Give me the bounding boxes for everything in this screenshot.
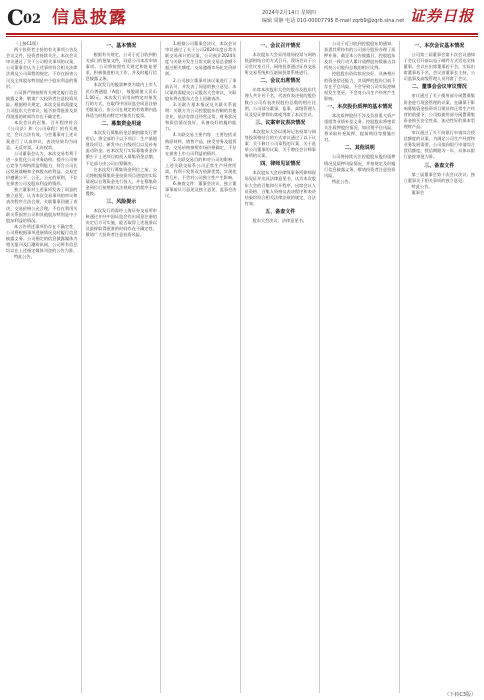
section-heading: 二、募集资金用途 [101,121,142,128]
paragraph: 公司董事会认为，本次交易有利于进一步优化公司业务结构，提升公司核心竞争力和持续盈利能力，符合公司长远发展战略和全体股东的利益。交易定价遵循公平、公正、公允的原则，不存在损害公司及股东利益的情形。 [6,150,78,187]
header-rule-thin [6,36,478,37]
column-5 [324,41,400,693]
paragraph: 本次发行的股票种类为境内上市人民币普通股（A股），每股面值人民币1.00元。本次发行采用向特定对象发行的方式，在取得中国证监会同意注册的批复后，由公司在规定的有效期内选择适当时机向特定对象发行股票。 [85,82,157,118]
paragraph: 独立董事对上述事项发表了同意的独立意见，认为本次交易事项的审议和表决程序合法合规，关联董事回避了表决，交易价格公允合理，不存在利用关联关系损害公司和其他股东特别是中小股东利益的情况。 [6,187,78,223]
paragraph: 特此公告。 [411,183,433,189]
paragraph: 1.根据公司董事会决议，本次会议审议通过了关于公司2024年度日常关联交易预计的议案。公司预计2024年度与关联方发生日常关联交易总金额不超过相关额度，交易遵循市场化定价原则。 [165,41,237,77]
article-columns [6,41,478,693]
header-rule [6,33,478,35]
section-title: 信息披露 [52,8,128,28]
issue-date: 2024年2月14日 星期四 [262,10,316,16]
masthead-logo: 证券日报 [409,7,474,25]
section-heading: 二、董事会会议审议情况 [411,84,467,91]
paragraph: 本次股东大会以现场记名投票与网络投票相结合的方式审议通过了以下议案：关于修订公司章程的议案、关于选举公司董事的议案、关于聘任会计师事务所的议案。 [244,128,316,159]
paragraph: 出席本次股东大会的股东及股东代理人共计若干名，代表有表决权的股份数占公司有表决权股份总数的相应比例。公司部分董事、监事、高级管理人员及见证律师出席或列席了本次会议。 [244,87,316,117]
paragraph: 第三届董事会第十次会议决议；独立董事关于相关事项的独立意见。 [403,171,475,183]
section-heading: 一、本次会议基本情况 [414,43,465,49]
section-heading: 一、基本情况 [106,43,137,49]
paragraph: 特此公告。 [14,254,35,260]
paragraph: 4.关联交易主要内容：主要包括采购原材料、销售产品、接受劳务及租赁等，交易价格参照市场价格确定，不存在损害上市公司利益的情形。 [165,132,237,156]
paragraph: 公司将严格按照有关规定履行信息披露义务，敬请广大投资者注意投资风险。根据相关规定，本次交易尚需提交公司股东大会审议，能否获得批准及获得批准的时间均存在不确定性。 [6,89,78,120]
paragraph: 在本次发行募集资金到位之前，公司将根据募集资金投资项目进度的实际情况以自筹资金先行投入，并在募集资金到位后按照相关法规规定的程序予以置换。 [85,166,157,196]
column-3 [165,41,241,693]
column-4 [245,41,321,693]
paragraph: 审议通过了关于向银行申请综合授信额度的议案。为满足公司生产经营和业务发展需要，公司拟向银行申请综合授信额度，授信期限为一年，具体以银行最终审批为准。 [403,130,475,160]
section-heading: 五、备查文件 [265,208,296,215]
column-1 [6,41,82,693]
paragraph: 董事会 [411,189,425,195]
paragraph: 本公告所述事项仍存在不确定性，公司将根据事项进展情况及时履行信息披露义务。公司指定的信息披露媒体为相关报刊及巨潮资讯网，公司所有信息均以在上述指定媒体刊登的公告为准。 [6,223,78,254]
section-number: 02 [23,12,42,27]
paragraph: 3.关联方基本情况及关联关系说明：关联方为公司控股股东控制的其他企业，依法存续且经营正常，财务状况和资信情况良好，具备良好的履约能力。 [165,101,237,132]
paragraph: 两个投资者主持的有关事项公告及会议文件，投资者持续关注。本次会议审议通过了关于公司相关事项的议案，公司董事会认为上述事项符合相关法律法规及公司章程的规定，不存在损害公司及全体股东特别是中小股东利益的情形。 [6,47,78,89]
paragraph: 5.关联交易目的和对公司的影响：上述关联交易系公司正常生产经营所需，有利于发挥双方资源优势，实现优势互补，不会对公司独立性产生影响。 [165,156,237,181]
paragraph: 特此公告。 [332,178,353,184]
paragraph: 2.公司独立董事对该议案进行了事前认可，并发表了同意的独立意见。本议案尚需提交公司股东大会审议，关联股东将在股东大会上回避表决。 [165,77,237,101]
page-header [0,0,484,36]
column-2 [86,41,162,693]
paragraph: 审议通过了关于使用部分闲置募集资金进行现金管理的议案。在确保不影响募集资金投资项目建设和正常生产经营的前提下，公司拟使用部分闲置募集资金购买安全性高、流动性好的保本型理财产品。 [403,93,475,129]
paragraph: 本次会议的召集、召开程序符合《公司法》和《公司章程》的有关规定，会议合法有效。与会董事对上述议案进行了认真审议，表决结果均为同意，无反对票，无弃权票。 [6,120,78,150]
paragraph: 公司第三届董事会第十次会议通知于会议召开前以电子邮件方式送达全体董事。会议应出席董事若干名，实际出席董事若干名，会议由董事长主持，公司监事及高级管理人员列席了会议。 [403,52,475,82]
paragraph: 控股股东资信状况良好，具备相应的资金偿还能力，其质押的股份目前不存在平仓风险，不会导致公司实际控制权发生变更，不会对公司生产经营产生影响。 [324,71,396,101]
paragraph: 本次股东大会经律师事务所律师现场见证并出具法律意见书，认为本次股东大会的召集和召开程序、出席会议人员资格、召集人资格及表决程序和表决结果均符合相关法律法规的规定，合法有效。 [244,170,316,206]
paragraph: 根据有关规定，公司于近日收到相关部门的批复文件，同意公司本次申请事项。公司将按照有关规定和批复要求，积极推进相关工作，并及时履行信息披露义务。 [85,52,157,82]
section-heading: 一、本次股份质押的基本情况 [327,103,393,110]
paragraph: 本次股东大会采用现场投票与网络投票相结合的方式召开。现场会议于公司会议室召开，网络投票通过证券交易所交易系统和互联网投票系统进行。 [244,52,316,76]
section-letter: C [7,5,24,30]
paragraph: （上接C1版） [14,41,41,46]
section-heading: 三、议案审议表决情况 [255,119,306,126]
paragraph: 本次质押股份不涉及负担重大资产重组等业绩补偿义务。控股股东将密切关注质押股份情况，如出现平仓风险，将采取补充质押、提前购回等措施应对。 [324,112,396,143]
column-6 [404,41,479,693]
section-heading: 四、律师见证情况 [260,161,301,168]
section-heading: 三、风险提示 [106,199,137,206]
section-heading: 二、其他说明 [344,145,375,152]
paragraph: 股东大会决议；法律意见书。 [252,217,307,223]
section-heading: 一、会议召开情况 [260,43,301,49]
paragraph: 本次发行募集资金总额扣除发行费用后，将全部用于以下项目：生产基地建设项目、研发中心升级项目以及补充流动资金。若本次发行实际募集资金净额少于上述项目拟投入募集资金总额，不足部分由公司自筹解决。 [85,130,157,166]
section-heading: 二、会议出席情况 [260,78,301,85]
editor-credit: 编辑 周静 电话 010-00007795 E-mail zqrb9@zqrb.sina.net [262,18,405,24]
paragraph: 公司将持续关注控股股东股份质押情况及质押风险情况，并按规定及时履行信息披露义务，敬请投资者注意投资风险。 [324,154,396,178]
paragraph: 6.备查文件：董事会决议、独立董事事前认可意见及独立意见、监事会决议。 [165,181,237,199]
paragraph: 本次发行尚需经上海证券交易所审核通过并经中国证监会作出同意注册的决定后方可实施，能否取得上述批准以及最终取得批准的时间存在不确定性。敬请广大投资者注意投资风险。 [85,208,157,238]
continued-note: （下转C3版） [444,692,476,698]
paragraph: 公司于近日收到控股股东的通知，获悉其所持有的公司部分股份办理了质押业务。截至本公告披露日，控股股东及其一致行动人累计质押股份数量占其所持公司股份总数的相应比例。 [324,41,396,71]
section-heading: 三、备查文件 [424,162,455,169]
